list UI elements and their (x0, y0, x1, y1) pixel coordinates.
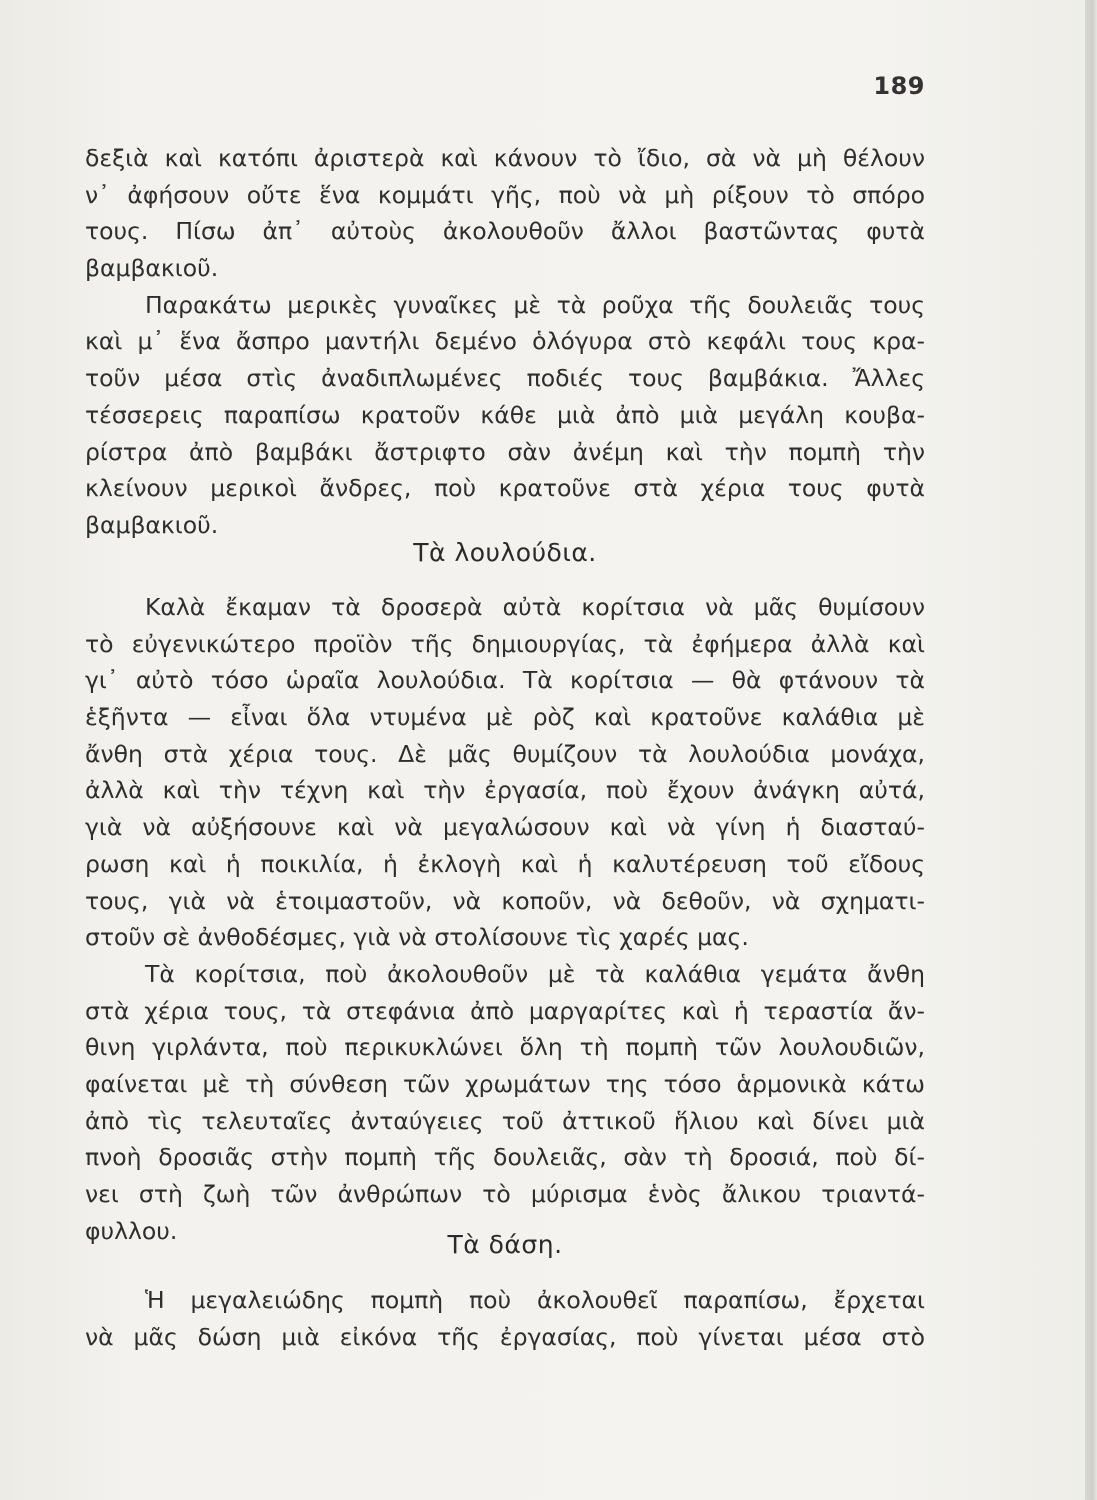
text-line: ἄνθη στὰ χέρια τους. Δὲ μᾶς θυμίζουν τὰ λουλούδια μονάχα, (85, 739, 925, 768)
text-line: ἑξῆντα — εἶναι ὅλα ντυμένα μὲ ρὸζ καὶ κρατοῦνε καλάθια μὲ (85, 703, 925, 732)
section-heading-forests: Τὰ δάση. (447, 1230, 563, 1259)
text-line: στὰ χέρια τους, τὰ στεφάνια ἀπὸ μαργαρίτες καὶ ἡ τεραστία ἄν- (85, 996, 925, 1025)
page-number: 189 (873, 72, 925, 100)
text-line: Καλὰ ἔκαμαν τὰ δροσερὰ αὐτὰ κορίτσια νὰ μᾶς θυμίσουν (145, 593, 925, 621)
text-line: νει στὴ ζωὴ τῶν ἀνθρώπων τὸ μύρισμα ἑνὸς ἄλικου τριαντά- (85, 1180, 925, 1209)
text-line: νὰ μᾶς δώση μιὰ εἰκόνα τῆς ἐργασίας, ποὺ γίνεται μέσα στὸ (85, 1322, 925, 1351)
text-line: γι᾿ αὐτὸ τόσο ὡραῖα λουλούδια. Τὰ κορίτσια — θὰ φτάνουν τὰ (85, 666, 925, 695)
paragraph-4 (85, 956, 925, 1250)
text-line: φυλλου. (85, 1216, 178, 1245)
text-line: ἀπὸ τὶς τελευταῖες ἀνταύγειες τοῦ ἀττικοῦ ἥλιου καὶ δίνει μιὰ (85, 1106, 925, 1135)
paragraph-1 (85, 140, 925, 287)
text-line: ἀλλὰ καὶ τὴν τέχνη καὶ τὴν ἐργασία, ποὺ ἔχουν ἀνάγκη αὐτά, (85, 776, 925, 805)
paragraph-2 (85, 287, 925, 544)
paragraph-3 (85, 589, 925, 956)
text-line: τὸ εὐγενικώτερο προϊὸν τῆς δημιουργίας, τὰ ἐφήμερα ἀλλὰ καὶ (85, 629, 925, 658)
text-line: γιὰ νὰ αὐξήσουνε καὶ νὰ μεγαλώσουν καὶ νὰ γίνη ἡ διασταύ- (85, 813, 925, 842)
text-line: θινη γιρλάντα, ποὺ περικυκλώνει ὅλη τὴ πομπὴ τῶν λουλουδιῶν, (85, 1033, 925, 1062)
text-line: δεξιὰ καὶ κατόπι ἀριστερὰ καὶ κάνουν τὸ ἴδιο, σὰ νὰ μὴ θέλουν (85, 144, 925, 172)
text-line: Παρακάτω μερικὲς γυναῖκες μὲ τὰ ροῦχα τῆς δουλειᾶς τους (145, 290, 925, 319)
page-edge (1085, 0, 1097, 1500)
text-line: κλείνουν μερικοὶ ἄνδρες, ποὺ κρατοῦνε στὰ χέρια τους φυτὰ (85, 474, 925, 503)
text-line: πνοὴ δροσιᾶς στὴν πομπὴ τῆς δουλειᾶς, σὰν τὴ δροσιά, ποὺ δί- (85, 1143, 925, 1172)
text-line: φαίνεται μὲ τὴ σύνθεση τῶν χρωμάτων της τόσο ἁρμονικὰ κάτω (85, 1070, 925, 1099)
text-line: βαμβακιοῦ. (85, 254, 219, 283)
text-line: τους. Πίσω ἀπ᾿ αὐτοὺς ἀκολουθοῦν ἄλλοι βαστῶντας φυτὰ (85, 217, 925, 246)
text-line: Τὰ κορίτσια, ποὺ ἀκολουθοῦν μὲ τὰ καλάθια γεμάτα ἄνθη (145, 960, 925, 988)
text-line: Ἡ μεγαλειώδης πομπὴ ποὺ ἀκολουθεῖ παραπίσω, ἔρχεται (145, 1286, 925, 1314)
text-line: ρίστρα ἀπὸ βαμβάκι ἄστριφτο σὰν ἀνέμη καὶ τὴν πομπὴ τὴν (85, 437, 925, 466)
text-line: ρωση καὶ ἡ ποικιλία, ἡ ἐκλογὴ καὶ ἡ καλυτέρευση τοῦ εἴδους (85, 849, 925, 878)
section-heading-flowers: Τὰ λουλούδια. (413, 538, 597, 567)
paragraph-5 (85, 1282, 925, 1355)
text-line: βαμβακιοῦ. (85, 510, 219, 539)
text-line: τοῦν μέσα στὶς ἀναδιπλωμένες ποδιές τους βαμβάκια. Ἄλλες (85, 364, 925, 393)
text-line: στοῦν σὲ ἀνθοδέσμες, γιὰ νὰ στολίσουνε τὶς χαρές μας. (85, 923, 749, 952)
text-line: ν᾿ ἀφήσουν οὔτε ἕνα κομμάτι γῆς, ποὺ νὰ μὴ ρίξουν τὸ σπόρο (85, 180, 925, 209)
text-line: καὶ μ᾿ ἕνα ἄσπρο μαντήλι δεμένο ὁλόγυρα στὸ κεφάλι τους κρα- (85, 327, 925, 356)
text-line: τέσσερεις παραπίσω κρατοῦν κάθε μιὰ ἀπὸ μιὰ μεγάλη κουβα- (85, 400, 925, 429)
text-line: τους, γιὰ νὰ ἑτοιμαστοῦν, νὰ κοποῦν, νὰ δεθοῦν, νὰ σχηματι- (85, 886, 925, 915)
